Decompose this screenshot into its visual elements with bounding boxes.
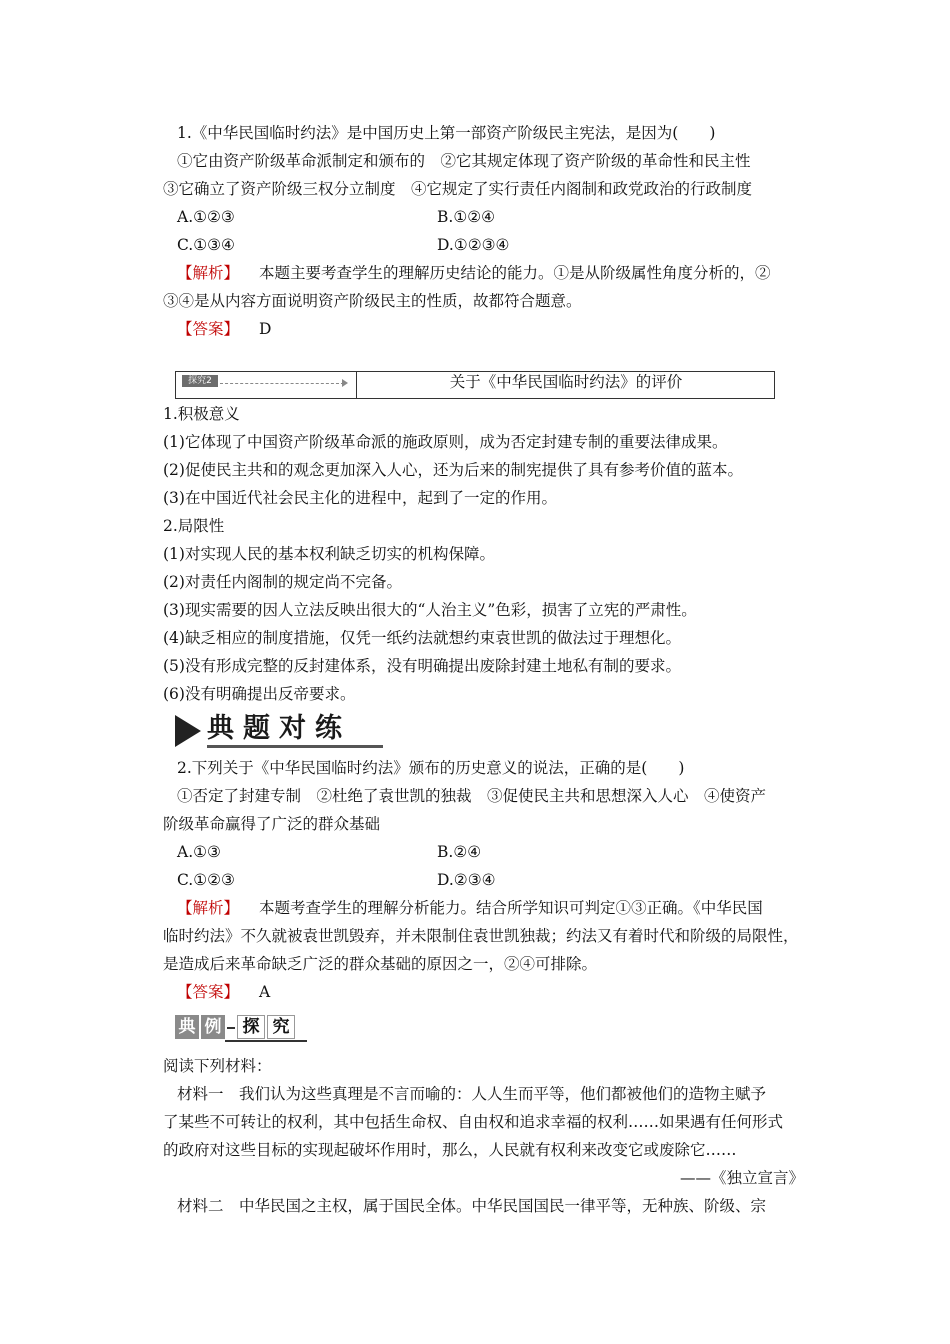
eval-positive-2: (2)促使民主共和的观念更加深入人心，还为后来的制宪提供了具有参考价值的蓝本。 bbox=[163, 461, 743, 479]
arrow-right-icon bbox=[342, 379, 348, 387]
eval-limit-1: (1)对实现人民的基本权利缺乏切实的机构保障。 bbox=[163, 545, 495, 563]
topic-label-cell bbox=[176, 372, 357, 398]
eval-limit-6: (6)没有明确提出反帝要求。 bbox=[163, 685, 356, 703]
banner-underline bbox=[207, 745, 383, 748]
q2-analysis-tag: 【解析】 bbox=[177, 899, 240, 917]
material-1-source: ——《独立宣言》 bbox=[680, 1169, 805, 1187]
q2-analysis-text-1: 本题考查学生的理解分析能力。结合所学知识可判定①③正确。《中华民国 bbox=[259, 899, 763, 917]
explore-char-1: 典 bbox=[175, 1015, 199, 1039]
q2-answer-line bbox=[177, 982, 270, 1002]
explore-underline bbox=[225, 1040, 307, 1042]
q2-option-b: B.②④ bbox=[437, 843, 482, 861]
material-intro: 阅读下列材料： bbox=[163, 1057, 272, 1075]
q1-option-d: D.①②③④ bbox=[437, 236, 510, 254]
q2-analysis-line-1 bbox=[177, 898, 763, 918]
q1-option-a: A.①②③ bbox=[177, 208, 235, 226]
topic-title: 关于《中华民国临时约法》的评价 bbox=[449, 373, 683, 391]
banner-title: 典题对练 bbox=[207, 713, 351, 744]
q1-analysis-tag: 【解析】 bbox=[177, 264, 240, 282]
q2-option-a: A.①③ bbox=[177, 843, 221, 861]
q2-answer: A bbox=[259, 983, 271, 1001]
eval-limit-3: (3)现实需要的因人立法反映出很大的“人治主义”色彩，损害了立宪的严肃性。 bbox=[163, 601, 697, 619]
example-explore-label bbox=[175, 1015, 310, 1043]
play-triangle-icon bbox=[175, 715, 201, 747]
q1-stem: 1.《中华民国临时约法》是中国历史上第一部资产阶级民主宪法，是因为( ) bbox=[177, 124, 716, 142]
q1-option-b: B.①②④ bbox=[437, 208, 496, 226]
explore-char-3: 探 bbox=[237, 1015, 265, 1039]
eval-limit-4: (4)缺乏相应的制度措施，仅凭一纸约法就想约束袁世凯的做法过于理想化。 bbox=[163, 629, 681, 647]
q2-stem: 2.下列关于《中华民国临时约法》颁布的历史意义的说法，正确的是( ) bbox=[177, 759, 685, 777]
material-2-line-1: 材料二 中华民国之主权，属于国民全体。中华民国国民一律平等，无种族、阶级、宗 bbox=[177, 1197, 767, 1215]
section-banner bbox=[175, 713, 385, 747]
eval-limit-5: (5)没有形成完整的反封建体系，没有明确提出废除封建土地私有制的要求。 bbox=[163, 657, 681, 675]
q1-analysis-line-1 bbox=[177, 263, 771, 283]
topic-header-box bbox=[175, 371, 775, 399]
q2-analysis-text-2: 临时约法》不久就被袁世凯毁弃，并未限制住袁世凯独裁；约法又有着时代和阶级的局限性， bbox=[163, 927, 799, 945]
q1-statements-2: ③它确立了资产阶级三权分立制度 ④它规定了实行责任内阁制和政党政治的行政制度 bbox=[163, 180, 753, 198]
explore-dash bbox=[227, 1027, 235, 1029]
eval-limit-2: (2)对责任内阁制的规定尚不完备。 bbox=[163, 573, 402, 591]
q1-answer-line bbox=[177, 319, 271, 339]
q1-analysis-text-1: 本题主要考查学生的理解历史结论的能力。①是从阶级属性角度分析的，② bbox=[259, 264, 771, 282]
eval-positive-3: (3)在中国近代社会民主化的进程中，起到了一定的作用。 bbox=[163, 489, 557, 507]
q1-statements-1: ①它由资产阶级革命派制定和颁布的 ②它其规定体现了资产阶级的革命性和民主性 bbox=[177, 152, 751, 170]
q2-statements-1: ①否定了封建专制 ②杜绝了袁世凯的独裁 ③促使民主共和思想深入人心 ④使资产 bbox=[177, 787, 767, 805]
q1-analysis-text-2: ③④是从内容方面说明资产阶级民主的性质，故都符合题意。 bbox=[163, 292, 582, 310]
eval-positive-1: (1)它体现了中国资产阶级革命派的施政原则，成为否定封建专制的重要法律成果。 bbox=[163, 433, 728, 451]
q2-option-d: D.②③④ bbox=[437, 871, 496, 889]
topic-arrow-line bbox=[220, 383, 344, 384]
q2-statements-2: 阶级革命赢得了广泛的群众基础 bbox=[163, 815, 381, 833]
q2-answer-tag: 【答案】 bbox=[177, 983, 240, 1001]
eval-heading-limits: 2.局限性 bbox=[163, 517, 225, 535]
q2-analysis-text-3: 是造成后来革命缺乏广泛的群众基础的原因之一，②④可排除。 bbox=[163, 955, 598, 973]
q1-option-c: C.①③④ bbox=[177, 236, 235, 254]
explore-char-4: 究 bbox=[267, 1015, 295, 1039]
material-1-line-3: 的政府对这些目标的实现起破坏作用时，那么，人民就有权利来改变它或废除它…… bbox=[163, 1141, 737, 1159]
q2-option-c: C.①②③ bbox=[177, 871, 235, 889]
material-1-line-1: 材料一 我们认为这些真理是不言而喻的：人人生而平等，他们都被他们的造物主赋予 bbox=[177, 1085, 767, 1103]
eval-heading-positive: 1.积极意义 bbox=[163, 405, 240, 423]
explore-char-2: 例 bbox=[201, 1015, 225, 1039]
topic-badge: 探究2 bbox=[182, 375, 218, 387]
material-1-line-2: 了某些不可转让的权利，其中包括生命权、自由权和追求幸福的权利……如果遇有任何形式 bbox=[163, 1113, 784, 1131]
q1-answer: D bbox=[259, 320, 272, 338]
q1-answer-tag: 【答案】 bbox=[177, 320, 240, 338]
